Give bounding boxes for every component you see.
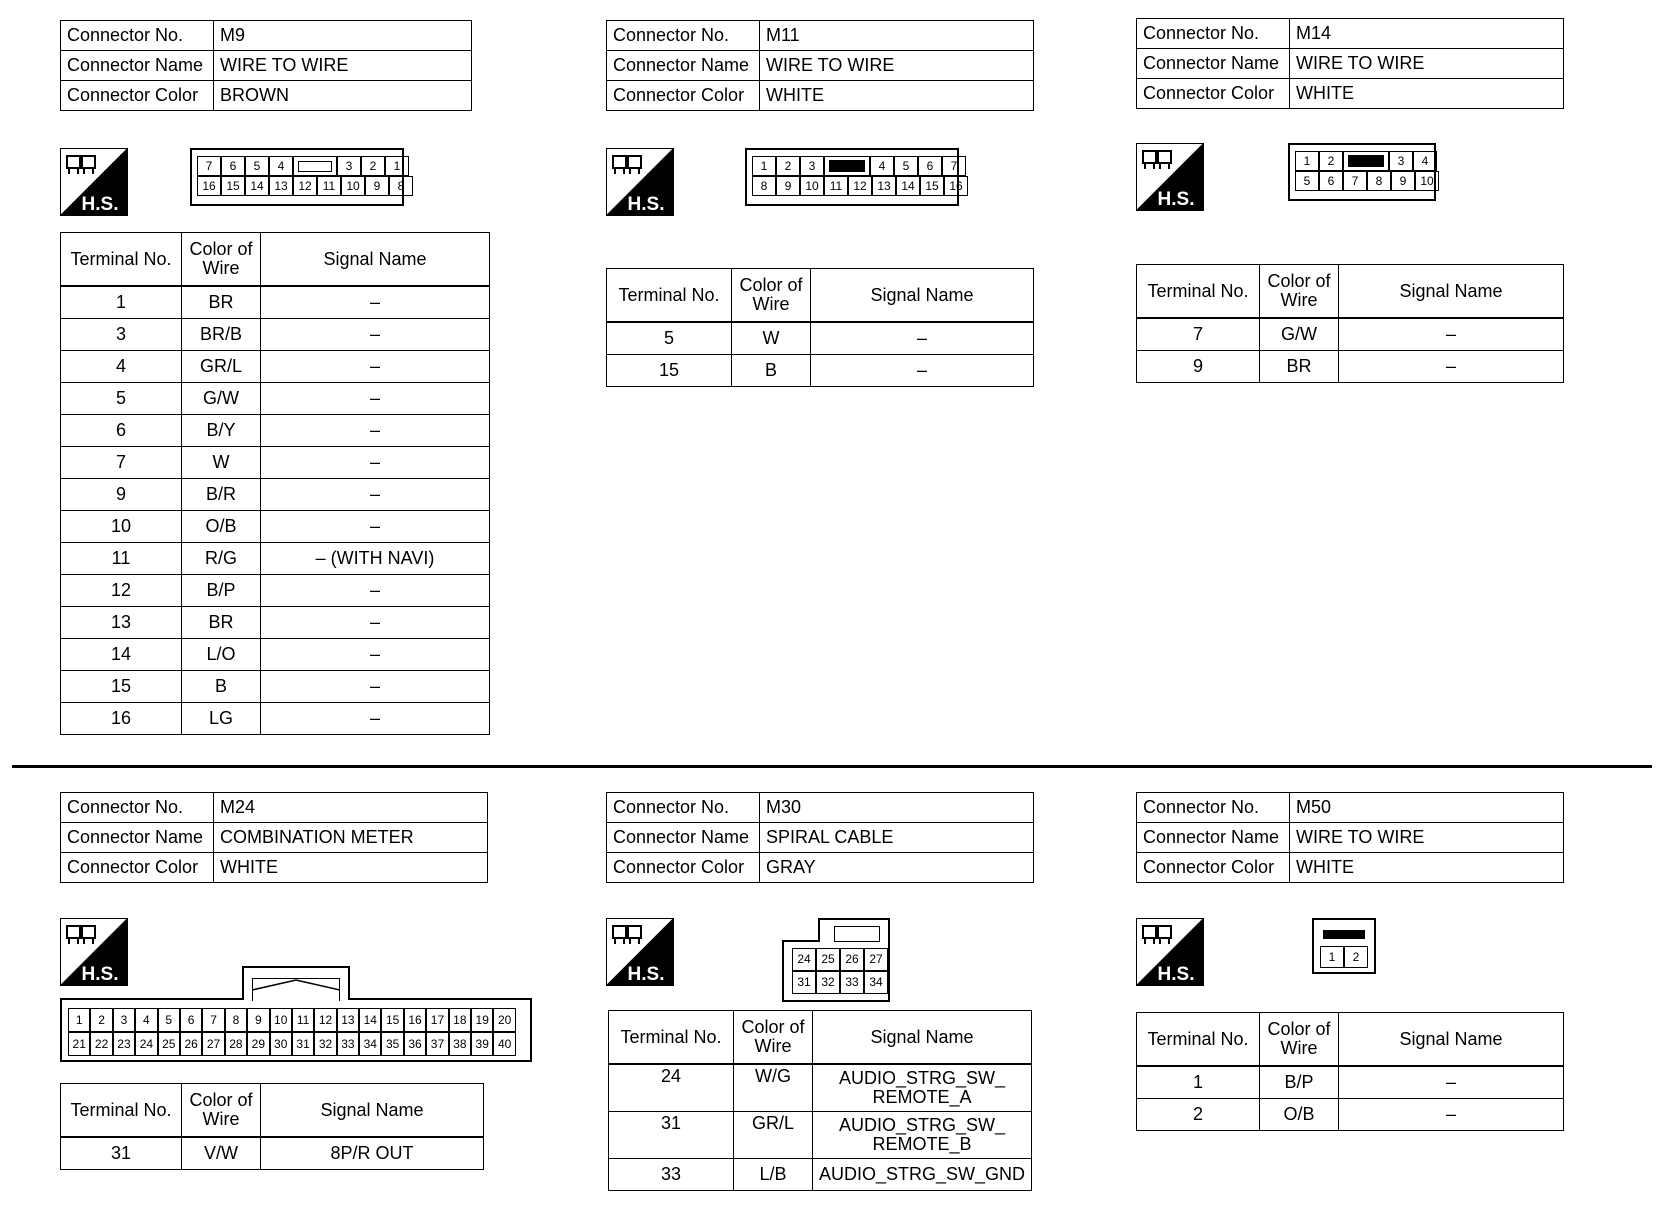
connector-pin: 7 [942,156,966,176]
connector-pin: 7 [1343,171,1367,191]
connector-key [824,156,870,176]
connector-pin: 15 [381,1008,403,1032]
connector-pin: 24 [792,948,816,971]
connector-color: WHITE [760,81,1034,111]
connector-pin: 9 [247,1008,269,1032]
table-row [61,671,490,703]
connector-pin: 13 [872,176,896,196]
connector-pin: 12 [293,176,317,196]
connector-pin: 28 [225,1032,247,1056]
terminal-no-header: Terminal No. [61,233,182,287]
wire-color: BR [1260,351,1339,383]
connector-pin: 9 [365,176,389,196]
wire-color: O/B [182,511,261,543]
connector-number: M11 [760,21,1034,51]
info-label: Connector Name [61,51,214,81]
info-label: Connector No. [61,21,214,51]
info-label: Connector No. [607,793,760,823]
connector-pin: 3 [113,1008,135,1032]
connector-pin: 11 [317,176,341,196]
connector-pin: 33 [840,971,864,994]
connector-pin: 13 [337,1008,359,1032]
terminal-no-header: Terminal No. [61,1084,182,1138]
signal-name: – [1339,351,1564,383]
terminal-number: 15 [607,355,732,387]
signal-name-header: Signal Name [1339,1013,1564,1067]
connector-pin: 27 [202,1032,224,1056]
connector-pin: 19 [471,1008,493,1032]
harness-side-icon [60,148,128,216]
wire-color: B/P [1260,1066,1339,1099]
signal-name: AUDIO_STRG_SW_ REMOTE_A [813,1064,1032,1112]
connector-pin: 1 [1320,946,1344,968]
info-label: Connector Color [607,81,760,111]
signal-name-header: Signal Name [1339,265,1564,319]
signal-name: – [1339,1099,1564,1131]
table-row [609,1064,1032,1112]
signal-name: – [261,351,490,383]
connector-pin: 33 [337,1032,359,1056]
signal-name: – [261,383,490,415]
connector-pin: 16 [404,1008,426,1032]
info-label: Connector Name [61,823,214,853]
signal-name-header: Signal Name [811,269,1034,323]
signal-name: – [261,415,490,447]
connector-pin: 2 [361,156,385,176]
connector-pin: 10 [800,176,824,196]
connector-pin: 27 [864,948,888,971]
table-row [607,322,1034,355]
connector-pin: 3 [800,156,824,176]
connector-color: WHITE [214,853,488,883]
table-row [61,1137,484,1170]
signal-name: – [261,607,490,639]
connector-pin: 16 [944,176,968,196]
svg-text:H.S.: H.S. [81,964,119,985]
connector-pin: 10 [341,176,365,196]
table-row [61,383,490,415]
wire-color: BR/B [182,319,261,351]
terminal-table [1136,1012,1564,1131]
connector-pin: 1 [68,1008,90,1032]
connector-pin: 34 [864,971,888,994]
wire-color: R/G [182,543,261,575]
table-row [61,543,490,575]
connector-pin: 34 [359,1032,381,1056]
wire-color: W/G [734,1064,813,1112]
info-label: Connector Color [1137,79,1290,109]
terminal-no-header: Terminal No. [609,1011,734,1065]
table-row [61,351,490,383]
connector-face [745,148,963,206]
table-row [61,511,490,543]
table-row [61,479,490,511]
info-label: Connector Color [607,853,760,883]
connector-pin: 12 [848,176,872,196]
connector-pin: 2 [776,156,800,176]
wire-color: GR/L [182,351,261,383]
connector-pin: 31 [792,971,816,994]
connector-pin: 13 [269,176,293,196]
harness-side-icon [606,148,674,216]
wire-color: B [182,671,261,703]
connector-number: M30 [760,793,1034,823]
connector-info-table [606,792,1034,883]
terminal-no-header: Terminal No. [1137,1013,1260,1067]
table-row [61,703,490,735]
connector-pin: 9 [1391,171,1415,191]
connector-number: M14 [1290,19,1564,49]
connector-pin: 26 [840,948,864,971]
signal-name: – [261,447,490,479]
connector-pin: 6 [1319,171,1343,191]
table-row [61,575,490,607]
table-row [1137,1099,1564,1131]
connector-pin: 8 [225,1008,247,1032]
terminal-number: 7 [1137,318,1260,351]
signal-name-header: Signal Name [261,233,490,287]
terminal-number: 13 [61,607,182,639]
signal-name-header: Signal Name [261,1084,484,1138]
terminal-number: 15 [61,671,182,703]
harness-side-icon [606,918,674,986]
info-label: Connector Color [61,81,214,111]
info-label: Connector No. [607,21,760,51]
wire-color-header: Color of Wire [182,233,261,287]
signal-name: – [261,511,490,543]
connector-info-table [1136,18,1564,109]
connector-pin: 25 [816,948,840,971]
signal-name: – [261,639,490,671]
connector-name: WIRE TO WIRE [760,51,1034,81]
terminal-table [60,232,490,735]
wire-color: B/R [182,479,261,511]
connector-name: COMBINATION METER [214,823,488,853]
terminal-number: 6 [61,415,182,447]
connector-pin: 1 [385,156,409,176]
connector-pin: 15 [920,176,944,196]
wire-color: BR [182,607,261,639]
wire-color: GR/L [734,1112,813,1159]
signal-name-header: Signal Name [813,1011,1032,1065]
wire-color: L/B [734,1159,813,1191]
info-label: Connector Color [1137,853,1290,883]
info-label: Connector No. [61,793,214,823]
table-row [61,319,490,351]
connector-pin: 40 [493,1032,515,1056]
connector-pin: 8 [389,176,413,196]
signal-name: – [261,479,490,511]
connector-pin: 26 [180,1032,202,1056]
connector-pin: 15 [221,176,245,196]
connector-pin: 11 [292,1008,314,1032]
connector-pin: 17 [426,1008,448,1032]
section-divider [12,765,1652,768]
signal-name: – [811,355,1034,387]
connector-info-table [1136,792,1564,883]
table-row [61,286,490,319]
table-row [609,1112,1032,1159]
connector-pin: 5 [894,156,918,176]
terminal-number: 33 [609,1159,734,1191]
terminal-number: 24 [609,1064,734,1112]
connector-pin: 31 [292,1032,314,1056]
connector-pin: 35 [381,1032,403,1056]
wire-color: G/W [1260,318,1339,351]
connector-pin: 3 [337,156,361,176]
connector-info-table [606,20,1034,111]
info-label: Connector Name [1137,823,1290,853]
signal-name: – [811,322,1034,355]
terminal-number: 16 [61,703,182,735]
svg-text:H.S.: H.S. [627,964,665,985]
wire-color: V/W [182,1137,261,1170]
connector-pin: 14 [245,176,269,196]
connector-pin: 30 [270,1032,292,1056]
signal-name: – [261,671,490,703]
connector-pin: 6 [918,156,942,176]
connector-name: WIRE TO WIRE [1290,823,1564,853]
signal-name: – [261,575,490,607]
connector-pin: 2 [1344,946,1368,968]
connector-name: SPIRAL CABLE [760,823,1034,853]
signal-name: 8P/R OUT [261,1137,484,1170]
wire-color: BR [182,286,261,319]
table-row [1137,351,1564,383]
table-row [1137,1066,1564,1099]
connector-face [60,998,532,1062]
connector-pin: 4 [1413,151,1437,171]
connector-pin: 2 [1319,151,1343,171]
connector-pin: 21 [68,1032,90,1056]
terminal-number: 2 [1137,1099,1260,1131]
info-label: Connector No. [1137,793,1290,823]
terminal-number: 9 [61,479,182,511]
terminal-table [1136,264,1564,383]
terminal-number: 7 [61,447,182,479]
signal-name: – [261,319,490,351]
wire-color: B/Y [182,415,261,447]
connector-pin: 14 [896,176,920,196]
connector-face [1312,918,1376,974]
connector-pin: 37 [426,1032,448,1056]
wire-color: W [182,447,261,479]
connector-pin: 3 [1389,151,1413,171]
wire-color: B [732,355,811,387]
connector-pin: 5 [158,1008,180,1032]
connector-pin: 39 [471,1032,493,1056]
connector-pin: 1 [1295,151,1319,171]
connector-pin: 5 [245,156,269,176]
connector-pin: 12 [314,1008,336,1032]
wire-color: L/O [182,639,261,671]
connector-pin: 2 [90,1008,112,1032]
connector-face [190,148,404,206]
connector-pin: 6 [221,156,245,176]
connector-pin: 7 [197,156,221,176]
svg-text:H.S.: H.S. [627,194,665,215]
connector-pin: 32 [816,971,840,994]
connector-name: WIRE TO WIRE [214,51,472,81]
connector-pin: 10 [270,1008,292,1032]
signal-name: – [261,703,490,735]
terminal-number: 5 [607,322,732,355]
table-row [607,355,1034,387]
info-label: Connector Name [607,823,760,853]
connector-color: GRAY [760,853,1034,883]
svg-text:H.S.: H.S. [81,194,119,215]
table-row [61,607,490,639]
terminal-number: 31 [609,1112,734,1159]
signal-name: AUDIO_STRG_SW_ REMOTE_B [813,1112,1032,1159]
terminal-number: 4 [61,351,182,383]
connector-pin: 8 [1367,171,1391,191]
connector-info-table [60,20,472,111]
connector-pin: 8 [752,176,776,196]
wire-color-header: Color of Wire [734,1011,813,1065]
harness-side-icon [60,918,128,986]
connector-face [782,918,890,1002]
terminal-number: 1 [1137,1066,1260,1099]
connector-key [1323,930,1365,939]
connector-pin: 4 [870,156,894,176]
connector-pin: 5 [1295,171,1319,191]
connector-color: BROWN [214,81,472,111]
connector-pin: 22 [90,1032,112,1056]
connector-number: M9 [214,21,472,51]
connector-pin: 29 [247,1032,269,1056]
table-row [61,415,490,447]
terminal-number: 14 [61,639,182,671]
svg-text:H.S.: H.S. [1157,964,1195,985]
terminal-number: 11 [61,543,182,575]
connector-pin: 16 [197,176,221,196]
connector-name: WIRE TO WIRE [1290,49,1564,79]
terminal-table [606,268,1034,387]
signal-name: – [1339,318,1564,351]
connector-pin: 7 [202,1008,224,1032]
table-row [609,1159,1032,1191]
signal-name: – (WITH NAVI) [261,543,490,575]
connector-number: M24 [214,793,488,823]
wire-color: LG [182,703,261,735]
connector-pin: 24 [135,1032,157,1056]
harness-side-icon [1136,918,1204,986]
wire-color: G/W [182,383,261,415]
table-row [1137,318,1564,351]
wire-color-header: Color of Wire [182,1084,261,1138]
info-label: Connector Name [607,51,760,81]
connector-latch [834,926,880,942]
wire-color-header: Color of Wire [732,269,811,323]
wire-color-header: Color of Wire [1260,1013,1339,1067]
table-row [61,447,490,479]
signal-name: – [261,286,490,319]
wire-color: O/B [1260,1099,1339,1131]
terminal-number: 9 [1137,351,1260,383]
connector-pin: 1 [752,156,776,176]
terminal-number: 1 [61,286,182,319]
terminal-number: 10 [61,511,182,543]
connector-face [1288,143,1436,201]
connector-pin: 32 [314,1032,336,1056]
terminal-no-header: Terminal No. [1137,265,1260,319]
connector-color: WHITE [1290,853,1564,883]
connector-pin: 6 [180,1008,202,1032]
connector-pin: 23 [113,1032,135,1056]
info-label: Connector Name [1137,49,1290,79]
connector-pin: 18 [449,1008,471,1032]
connector-latch [242,966,350,1000]
connector-number: M50 [1290,793,1564,823]
table-row [61,639,490,671]
connector-color: WHITE [1290,79,1564,109]
terminal-no-header: Terminal No. [607,269,732,323]
connector-pin: 25 [158,1032,180,1056]
terminal-number: 3 [61,319,182,351]
signal-name: AUDIO_STRG_SW_GND [813,1159,1032,1191]
harness-side-icon [1136,143,1204,211]
connector-pin: 11 [824,176,848,196]
terminal-table [60,1083,484,1170]
connector-pin: 4 [135,1008,157,1032]
connector-pin: 38 [449,1032,471,1056]
connector-info-table [60,792,488,883]
wire-color-header: Color of Wire [1260,265,1339,319]
info-label: Connector Color [61,853,214,883]
connector-key [1343,151,1389,171]
signal-name: – [1339,1066,1564,1099]
terminal-number: 12 [61,575,182,607]
connector-pin: 9 [776,176,800,196]
connector-pin: 36 [404,1032,426,1056]
connector-pin: 4 [269,156,293,176]
terminal-number: 5 [61,383,182,415]
info-label: Connector No. [1137,19,1290,49]
connector-pin: 20 [493,1008,515,1032]
svg-text:H.S.: H.S. [1157,189,1195,210]
connector-pin: 14 [359,1008,381,1032]
terminal-number: 31 [61,1137,182,1170]
terminal-table [608,1010,1032,1191]
wire-color: B/P [182,575,261,607]
connector-pin: 10 [1415,171,1439,191]
connector-pin [293,156,337,176]
wire-color: W [732,322,811,355]
